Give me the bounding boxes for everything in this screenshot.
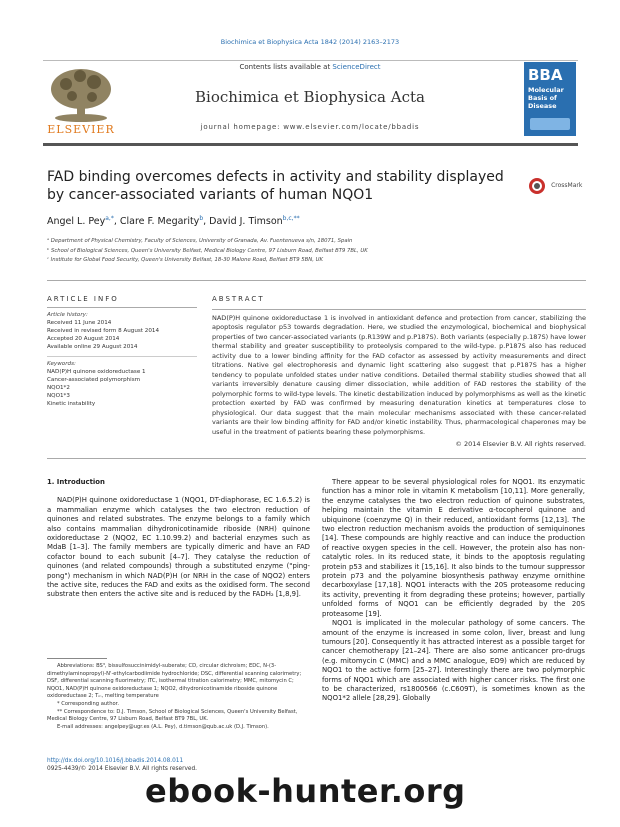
keyword: Cancer-associated polymorphism bbox=[47, 377, 141, 383]
author-name: Angel L. Pey bbox=[47, 216, 106, 228]
corresponding-author: * Corresponding author. bbox=[57, 700, 119, 707]
crossmark-icon bbox=[528, 177, 546, 195]
contents-prefix: Contents lists available at bbox=[239, 63, 333, 71]
body-paragraph: NAD(P)H quinone oxidoreductase 1 (NQO1, DT-diaphorase, EC 1.6.5.2) is a mammalian enzyme which catalyses the two electron reduction of quinones and related substrates. The enzyme belongs to a family which also contains mammalian dihydronicotinamide riboside (NRH) quinone oxidoreductase 2 (NQO2, EC 1.10.99.2) and bacterial enzymes such as MdaB [1–3]. The family members are typically dimeric and have an FAD cofactor bound to each subunit [4–7]. They catalyse the reduction of quinones (and related compounds) through a substituted enzyme ("ping-pong") mechanism in which NAD(P)H (or NRH in the case of NQO2) enters the active site, reduces the FAD and exits as the oxidised form. The second substrate then enters the active site and is reduced by the FADH₂ [1,8,9]. bbox=[47, 496, 310, 599]
author-affiliation-mark[interactable]: b bbox=[199, 215, 204, 222]
footnotes bbox=[47, 658, 310, 731]
abstract-text: NAD(P)H quinone oxidoreductase 1 is involved in antioxidant defence and protection from cancer, stabilizing the apoptosis regulator p53 towards degradation. Here, we studied the enzymological, biochemical and biophysical properties of two cancer-associated variants (p.R139W and p.P187S). Both variants (especially p.187S) have lower thermal stability and greater susceptibility to proteolysis compared to the wild-type. p.P187S also has reduced activity due to a lower binding affinity for the FAD cofactor as assessed by activity measurements and direct titrations. Native gel electrophoresis and dynamic light scattering also suggest that p.P187S has a higher tendency to populate unfolded states under native conditions. Detailed thermal stability studies showed that all variants irreversibly denature causing dimer dissociation, while addition of FAD restores the stability of the polymorphic forms to wild-type levels. The kinetic destabilization induced by polymorphisms as well as the kinetic protection exerted by FAD was confirmed by measuring denaturation kinetics at temperatures close to physiological. Our data suggest that the main molecular mechanisms associated with these cancer-related variants are their low binding affinity for FAD and/or kinetic instability. Thus, pharmacological chaperones may be useful in the treatment of patients bearing these polymorphisms. bbox=[212, 313, 586, 436]
keyword: NQO1*2 bbox=[47, 385, 70, 391]
divider bbox=[212, 309, 586, 310]
email-addresses[interactable]: E-mail addresses: angelpey@ugr.es (A.L. Pey), d.timson@qub.ac.uk (D.J. Timson). bbox=[57, 723, 269, 730]
crossmark-badge[interactable] bbox=[528, 175, 588, 193]
history-item: Received in revised form 8 August 2014 bbox=[47, 328, 160, 334]
body-column-left bbox=[47, 478, 310, 600]
article-title: FAD binding overcomes defects in activity and stability displayed by cancer-associated variants of human NQO1 bbox=[47, 169, 504, 203]
divider bbox=[47, 356, 197, 357]
sciencedirect-link[interactable]: ScienceDirect bbox=[332, 63, 381, 71]
affiliation: ᵇ School of Biological Sciences, Queen's University Belfast, Medical Biology Centre, 97 Lisburn Road, Belfast BT9 7BL, UK bbox=[47, 247, 368, 254]
keywords-label: Keywords: bbox=[47, 361, 76, 367]
page-footer bbox=[47, 757, 197, 773]
keyword: Kinetic instability bbox=[47, 401, 96, 407]
author-affiliation-mark[interactable]: a,* bbox=[105, 215, 114, 222]
affiliation: ᵃ Department of Physical Chemistry, Faculty of Sciences, University of Granada, Av. Fuentenueva s/n, 18071, Spain bbox=[47, 238, 353, 244]
body-paragraph: There appear to be several physiological roles for NQO1. Its enzymatic function has a minor role in vitamin K metabolism [10,11]. More generally, the enzyme catalyses the two electron reduction of quinone substrates, helping maintain the vitamin E derivative α-tocopherol quinone and ubiquinone (coenzyme Q) in their reduced, antioxidant forms [12,13]. The two electron reduction mechanism avoids the production of semiquinones [14]. These compounds are highly reactive and can induce the production of reactive oxygen species in the cell. However, the protein also has non-catalytic roles. In its reduced state, it binds to the apoptosis regulating protein p53 and stabilizes it [15,16]. It also binds to the tumour suppressor protein p73 and the polyamine biosynthesis pathway enzyme ornithine decarboxylase [17,18]. NQO1 interacts with the 20S proteasome reducing its activity, preventing it from degrading these proteins; however, partially unfolded forms of NQO1 can be efficiently degraded by the 20S proteasome [19]. bbox=[322, 478, 585, 618]
author-name: David J. Timson bbox=[209, 216, 283, 228]
body-paragraph: NQO1 is implicated in the molecular pathology of some cancers. The amount of the enzyme is increased in some colon, liver, breast and lung tumours [20]. Consequently it has attracted interest as a possible target for cancer chemotherapy [21–24]. There are also some anticancer pro-drugs (e.g. mitomycin C (MMC) and a MMC analogue, EO9) which are reduced by NQO1 to the active form [25–27]. Interestingly there are two polymorphic forms of NQO1 which are associated with higher cancer risks. The first one to be characterized, rs1800566 (c.C609T), is sometimes known as the NQO1*2 allele [28,29]. Globally bbox=[322, 619, 585, 703]
watermark: ebook-hunter.org bbox=[145, 772, 466, 810]
divider bbox=[47, 280, 586, 281]
copyright: © 2014 Elsevier B.V. All rights reserved. bbox=[455, 440, 586, 448]
elsevier-wordmark: ELSEVIER bbox=[47, 123, 115, 136]
keyword: NQO1*3 bbox=[47, 393, 70, 399]
author-name: Clare F. Megarity bbox=[119, 216, 200, 228]
history-item: Accepted 20 August 2014 bbox=[47, 336, 120, 342]
divider bbox=[47, 458, 586, 459]
divider bbox=[47, 307, 197, 308]
abstract bbox=[212, 295, 586, 450]
crossmark-label: CrossMark bbox=[551, 182, 583, 189]
body-column-right bbox=[322, 478, 585, 704]
affiliation: ᶜ Institute for Global Food Security, Queen's University Belfast, 18-30 Malone Road, Belfast BT9 5BN, UK bbox=[47, 257, 323, 263]
journal-homepage[interactable]: journal homepage: www.elsevier.com/locate/bbadis bbox=[200, 123, 420, 131]
affiliations bbox=[47, 237, 368, 266]
section-title: 1. Introduction bbox=[47, 478, 105, 486]
author-list: Angel L. Pey$^{a,*}$, Clare F. Megarity$^b$, David J. Timson$^{b,c,**}$ bbox=[47, 215, 300, 228]
doi-link[interactable]: http://dx.doi.org/10.1016/j.bbadis.2014.08.011 bbox=[47, 758, 184, 764]
journal-cover-image: BBA Molecular Basis of Disease bbox=[524, 62, 576, 136]
abstract-heading: ABSTRACT bbox=[212, 295, 265, 303]
journal-title: Biochimica et Biophysica Acta bbox=[195, 88, 425, 106]
author-affiliation-mark[interactable]: b,c,** bbox=[282, 215, 300, 222]
history-label: Article history: bbox=[47, 312, 88, 318]
correspondence: ** Correspondence to: D.J. Timson, School of Biological Sciences, Queen's University Belfast, Medical Biology Centre, 97 Lisburn Road, Belfast BT9 7BL, UK. bbox=[47, 708, 298, 723]
history-item: Available online 29 August 2014 bbox=[47, 344, 138, 350]
footnote-rule bbox=[47, 658, 107, 659]
issn: 0925-4439/© 2014 Elsevier B.V. All rights reserved. bbox=[47, 766, 198, 772]
history-item: Received 11 June 2014 bbox=[47, 320, 112, 326]
article-info bbox=[47, 295, 197, 408]
keyword: NAD(P)H quinone oxidoreductase 1 bbox=[47, 369, 146, 375]
abbreviations: Abbreviations: BS³, bissulfosuccinimidyl-suberate; CD, circular dichroism; EDC, N-(3-dimethylaminopropyl)-N'-ethylcarbodiimide hydrochloride; DSC, differential scanning calorimetry; DSF, differential scanning fluorimetry; ITC, isothermal titration calorimetry; MMC, mitomycin C; NQO1, NAD(P)H quinone oxidoreductase 1; NQO2, dihydronicotinamide riboside quinone oxidoreductase 2; Tₘ, melting temperature bbox=[47, 663, 302, 700]
article-info-heading: ARTICLE INFO bbox=[47, 295, 119, 303]
journal-reference[interactable]: Biochimica et Biophysica Acta 1842 (2014) 2163–2173 bbox=[220, 38, 400, 46]
